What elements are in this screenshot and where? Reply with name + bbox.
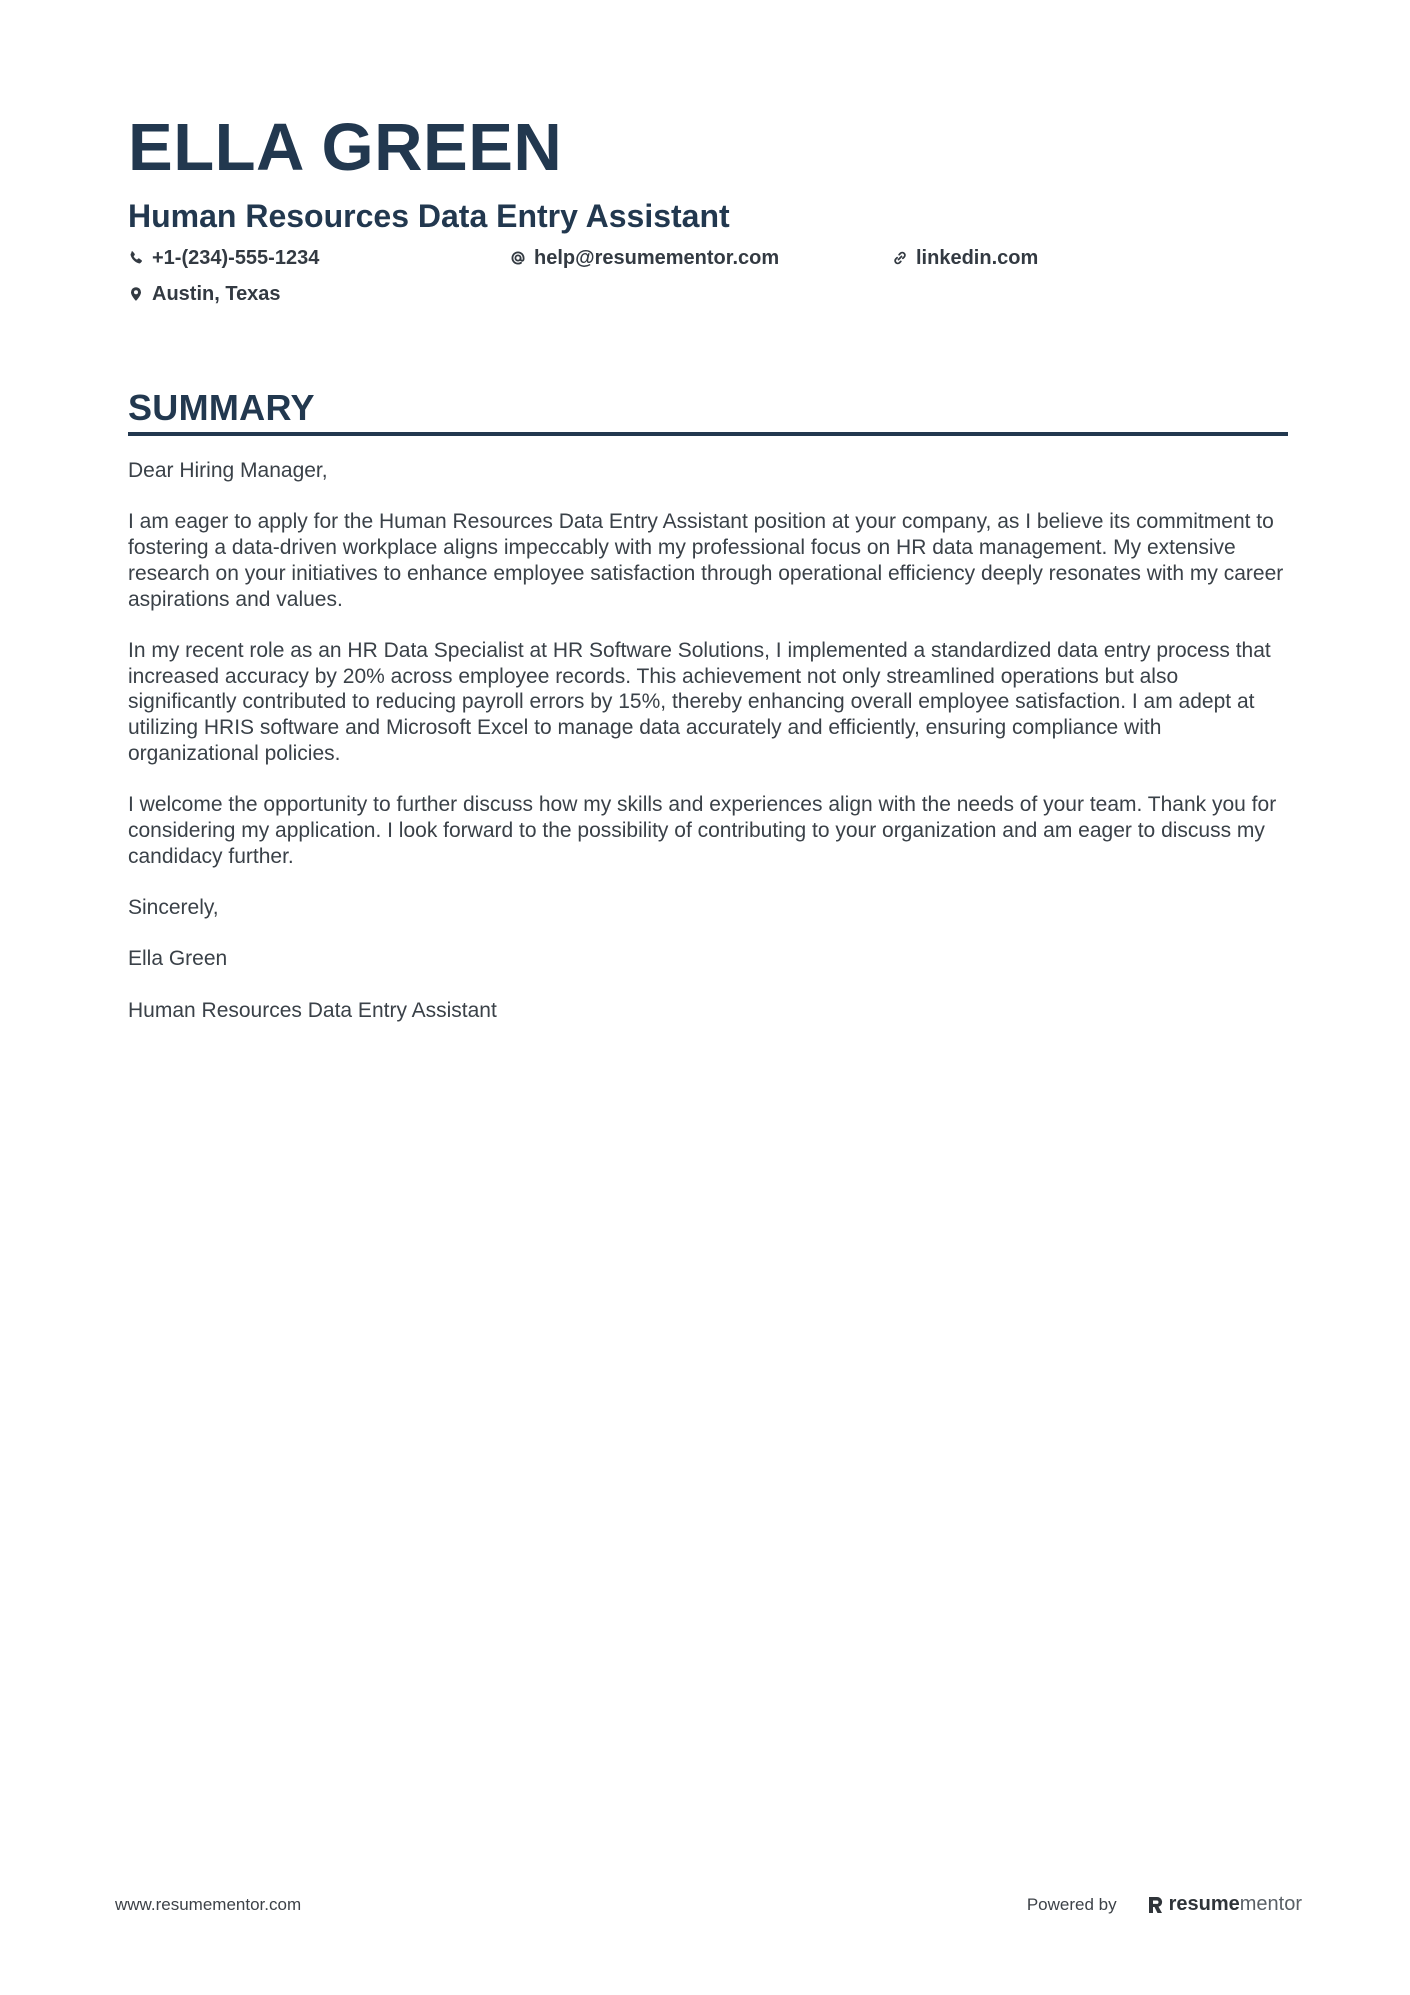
- brand-suffix: mentor: [1239, 1893, 1302, 1915]
- section-divider: [128, 432, 1288, 436]
- summary-section: [128, 386, 1288, 1049]
- brand-prefix: resume: [1168, 1893, 1240, 1915]
- candidate-name: ELLA GREEN: [128, 110, 563, 185]
- closing: Sincerely,: [128, 895, 219, 919]
- contact-email[interactable]: [510, 246, 892, 270]
- contact-location: [128, 282, 510, 306]
- location-text: Austin, Texas: [152, 283, 281, 305]
- footer-url[interactable]: www.resumementor.com: [115, 1895, 302, 1914]
- paragraph-1: I am eager to apply for the Human Resources Data Entry Assistant position at your company, as I believe its commitment to fostering a data-driven workplace aligns impeccably with my professional focus on HR data management. My extensive research on your initiatives to enhance employee satisfaction through operational efficiency deeply resonates with my career aspirations and values.: [128, 510, 1284, 611]
- map-pin-icon: [128, 286, 144, 302]
- contact-website[interactable]: [892, 246, 1274, 270]
- phone-icon: [128, 250, 144, 266]
- contact-info: [128, 246, 1288, 306]
- powered-by: [1027, 1893, 1302, 1916]
- header: [128, 108, 1288, 306]
- link-icon: [892, 250, 908, 266]
- at-icon: [510, 250, 526, 266]
- website-text[interactable]: linkedin.com: [916, 247, 1039, 269]
- greeting: Dear Hiring Manager,: [128, 459, 328, 482]
- job-title: Human Resources Data Entry Assistant: [128, 198, 730, 234]
- signature-name: Ella Green: [128, 947, 228, 971]
- footer: [115, 1893, 1302, 1921]
- brand-logo[interactable]: [1147, 1893, 1302, 1916]
- paragraph-2: In my recent role as an HR Data Specialist at HR Software Solutions, I implemented a standardized data entry process that increased accuracy by 20% across employee records. This achievement not only streamlined operations but also significantly contributed to reducing payroll errors by 15%, thereby enhancing overall employee satisfaction. I am adept at utilizing HRIS software and Microsoft Excel to manage data accurately and efficiently, ensuring compliance with organizational policies.: [128, 638, 1271, 765]
- section-title: SUMMARY: [128, 387, 315, 428]
- contact-phone: [128, 246, 510, 270]
- phone-text: +1-(234)-555-1234: [152, 247, 320, 269]
- email-text[interactable]: help@resumementor.com: [534, 247, 780, 269]
- brand-mark-icon: [1147, 1895, 1165, 1915]
- signature-title: Human Resources Data Entry Assistant: [128, 998, 497, 1022]
- paragraph-3: I welcome the opportunity to further discuss how my skills and experiences align with the needs of your team. Thank you for considering my application. I look forward to the possibility of contributing to your organization and am eager to discuss my candidacy further.: [128, 793, 1277, 868]
- powered-by-label: Powered by: [1026, 1894, 1117, 1914]
- cover-letter-body: [128, 458, 1288, 1023]
